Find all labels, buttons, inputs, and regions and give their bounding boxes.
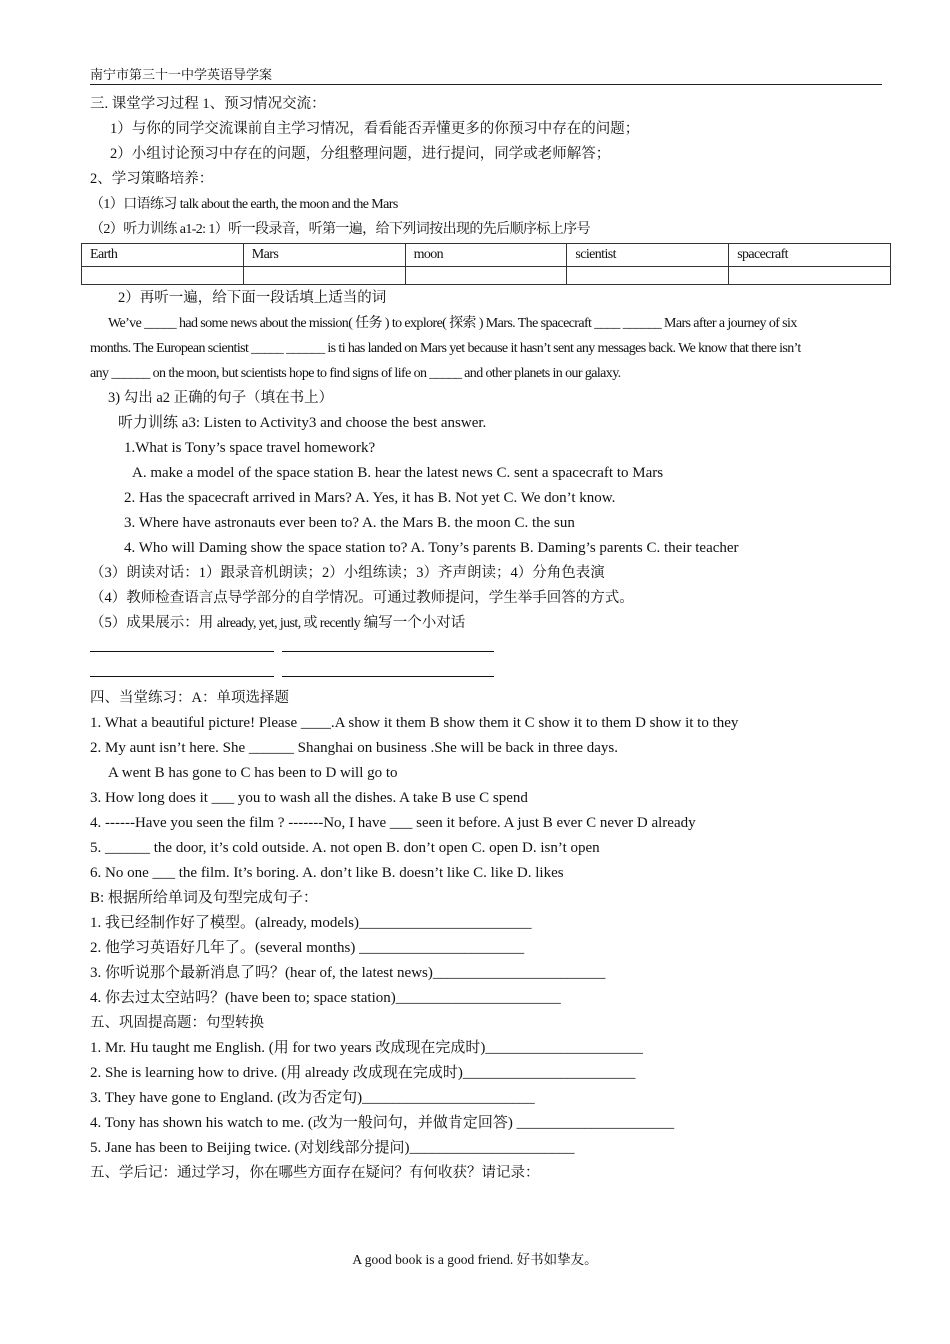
transform-item: 5. Jane has been to Beijing twice. (对划线部分提问)______________________ (90, 1140, 575, 1156)
oral-practice: （1）口语练习 talk about the earth, the moon and the Mars (90, 197, 398, 212)
mc-question: 1. What a beautiful picture! Please ____.A show it them B show them it C show it to them D show it to they (90, 715, 739, 731)
after-class-notes: 五、学后记：通过学习，你在哪些方面存在疑问？有何收获？请记录： (90, 1165, 540, 1181)
answer-cell[interactable] (243, 267, 405, 285)
translation-item: 2. 他学习英语好几年了。(several months) ______________________ (90, 940, 525, 956)
show-results-suffix: 编写一个小对话 (360, 615, 466, 631)
passage-line: any ______ on the moon, but scientists hope to find signs of life on _____ and other planets in our galaxy. (90, 366, 621, 381)
passage-line: months. The European scientist _____ ______ is ti has landed on Mars yet because it hasn’t sent any messages back. We know that there isn’t (90, 341, 801, 356)
word-row (82, 244, 891, 267)
a3-question: 3. Where have astronauts ever been to? A. the Mars B. the moon C. the sun (124, 515, 575, 531)
section-4-title: 四、当堂练习：A：单项选择题 (90, 690, 289, 706)
show-results (90, 611, 890, 636)
listening-practice: （2）听力训练 a1-2: 1）听一段录音，听第一遍，给下列词按出现的先后顺序标上序号 (90, 222, 590, 237)
word-order-table (81, 243, 891, 285)
mc-question: 4. ------Have you seen the film ? -------No, I have ___ seen it before. A just B ever C never D already (90, 815, 696, 831)
show-results-prefix: （5）成果展示：用 (90, 615, 217, 631)
read-dialogue: （3）朗读对话：1）跟录音机朗读；2）小组练读；3）齐声朗读；4）分角色表演 (90, 565, 605, 581)
answer-cell[interactable] (405, 267, 567, 285)
page-header: 南宁市第三十一中学英语导学案 (90, 66, 882, 85)
tick-correct: 3) 勾出 a2 正确的句子（填在书上） (108, 390, 334, 406)
writing-lines (90, 636, 890, 661)
word-cell-earth: Earth (82, 244, 244, 267)
mc-question: 5. ______ the door, it’s cold outside. A. not open B. don’t open C. open D. isn’t open (90, 840, 600, 856)
mc-question: 6. No one ___ the film. It’s boring. A. don’t like B. doesn’t like C. like D. likes (90, 865, 564, 881)
listen-again: 2）再听一遍，给下面一段话填上适当的词 (118, 290, 387, 306)
translation-item: 4. 你去过太空站吗？(have been to; space station)______________________ (90, 990, 561, 1006)
transform-item: 3. They have gone to England. (改为否定句)_______________________ (90, 1090, 535, 1106)
translation-item: 3. 你听说那个最新消息了吗？(hear of, the latest news)_______________________ (90, 965, 606, 981)
passage-line: We’ve _____ had some news about the mission( 任务 ) to explore( 探索 ) Mars. The spacecraft ____ ______ Mars after a journey of six (108, 316, 797, 331)
mc-question: 3. How long does it ___ you to wash all the dishes. A take B use C spend (90, 790, 528, 806)
writing-line[interactable] (282, 662, 494, 677)
step-2: 2）小组讨论预习中存在的问题，分组整理问题，进行提问，同学或老师解答； (110, 146, 611, 162)
a3-intro: 听力训练 a3: Listen to Activity3 and choose the best answer. (118, 415, 487, 431)
page-footer: A good book is a good friend. 好书如挚友。 (352, 1252, 598, 1267)
a3-question: 1.What is Tony’s space travel homework? (124, 440, 376, 456)
teacher-check: （4）教师检查语言点导学部分的自学情况。可通过教师提问，学生举手回答的方式。 (90, 590, 634, 606)
mc-options: A went B has gone to C has been to D will go to (108, 765, 398, 781)
writing-lines (90, 661, 890, 686)
word-cell-mars: Mars (243, 244, 405, 267)
answer-cell[interactable] (729, 267, 891, 285)
word-cell-spacecraft: spacecraft (729, 244, 891, 267)
writing-line[interactable] (282, 637, 494, 652)
worksheet-content (90, 92, 890, 1186)
section-5-title: 五、巩固提高题：句型转换 (90, 1015, 264, 1031)
word-cell-scientist: scientist (567, 244, 729, 267)
word-cell-moon: moon (405, 244, 567, 267)
mc-question: 2. My aunt isn’t here. She ______ Shanghai on business .She will be back in three days. (90, 740, 618, 756)
a3-options: A. make a model of the space station B. hear the latest news C. sent a spacecraft to Mars (132, 465, 664, 481)
part-b-title: B: 根据所给单词及句型完成句子： (90, 890, 318, 906)
a3-question: 4. Who will Daming show the space station to? A. Tony’s parents B. Daming’s parents C. their teacher (124, 540, 739, 556)
transform-item: 4. Tony has shown his watch to me. (改为一般问句，并做肯定回答) _____________________ (90, 1115, 675, 1131)
strategy-title: 2、学习策略培养： (90, 171, 214, 187)
section-3-title: 三. 课堂学习过程 1、预习情况交流： (90, 96, 326, 112)
a3-question: 2. Has the spacecraft arrived in Mars? A. Yes, it has B. Not yet C. We don’t know. (124, 490, 616, 506)
answer-cell[interactable] (82, 267, 244, 285)
answer-row (82, 267, 891, 285)
step-1: 1）与你的同学交流课前自主学习情况，看看能否弄懂更多的你预习中存在的问题； (110, 121, 640, 137)
writing-line[interactable] (90, 637, 274, 652)
answer-cell[interactable] (567, 267, 729, 285)
writing-line[interactable] (90, 662, 274, 677)
transform-item: 2. She is learning how to drive. (用 already 改成现在完成时)_______________________ (90, 1065, 636, 1081)
transform-item: 1. Mr. Hu taught me English. (用 for two years 改成现在完成时)_____________________ (90, 1040, 643, 1056)
translation-item: 1. 我已经制作好了模型。(already, models)_______________________ (90, 915, 532, 931)
show-results-words: already, yet, just, 或 recently (216, 616, 361, 631)
